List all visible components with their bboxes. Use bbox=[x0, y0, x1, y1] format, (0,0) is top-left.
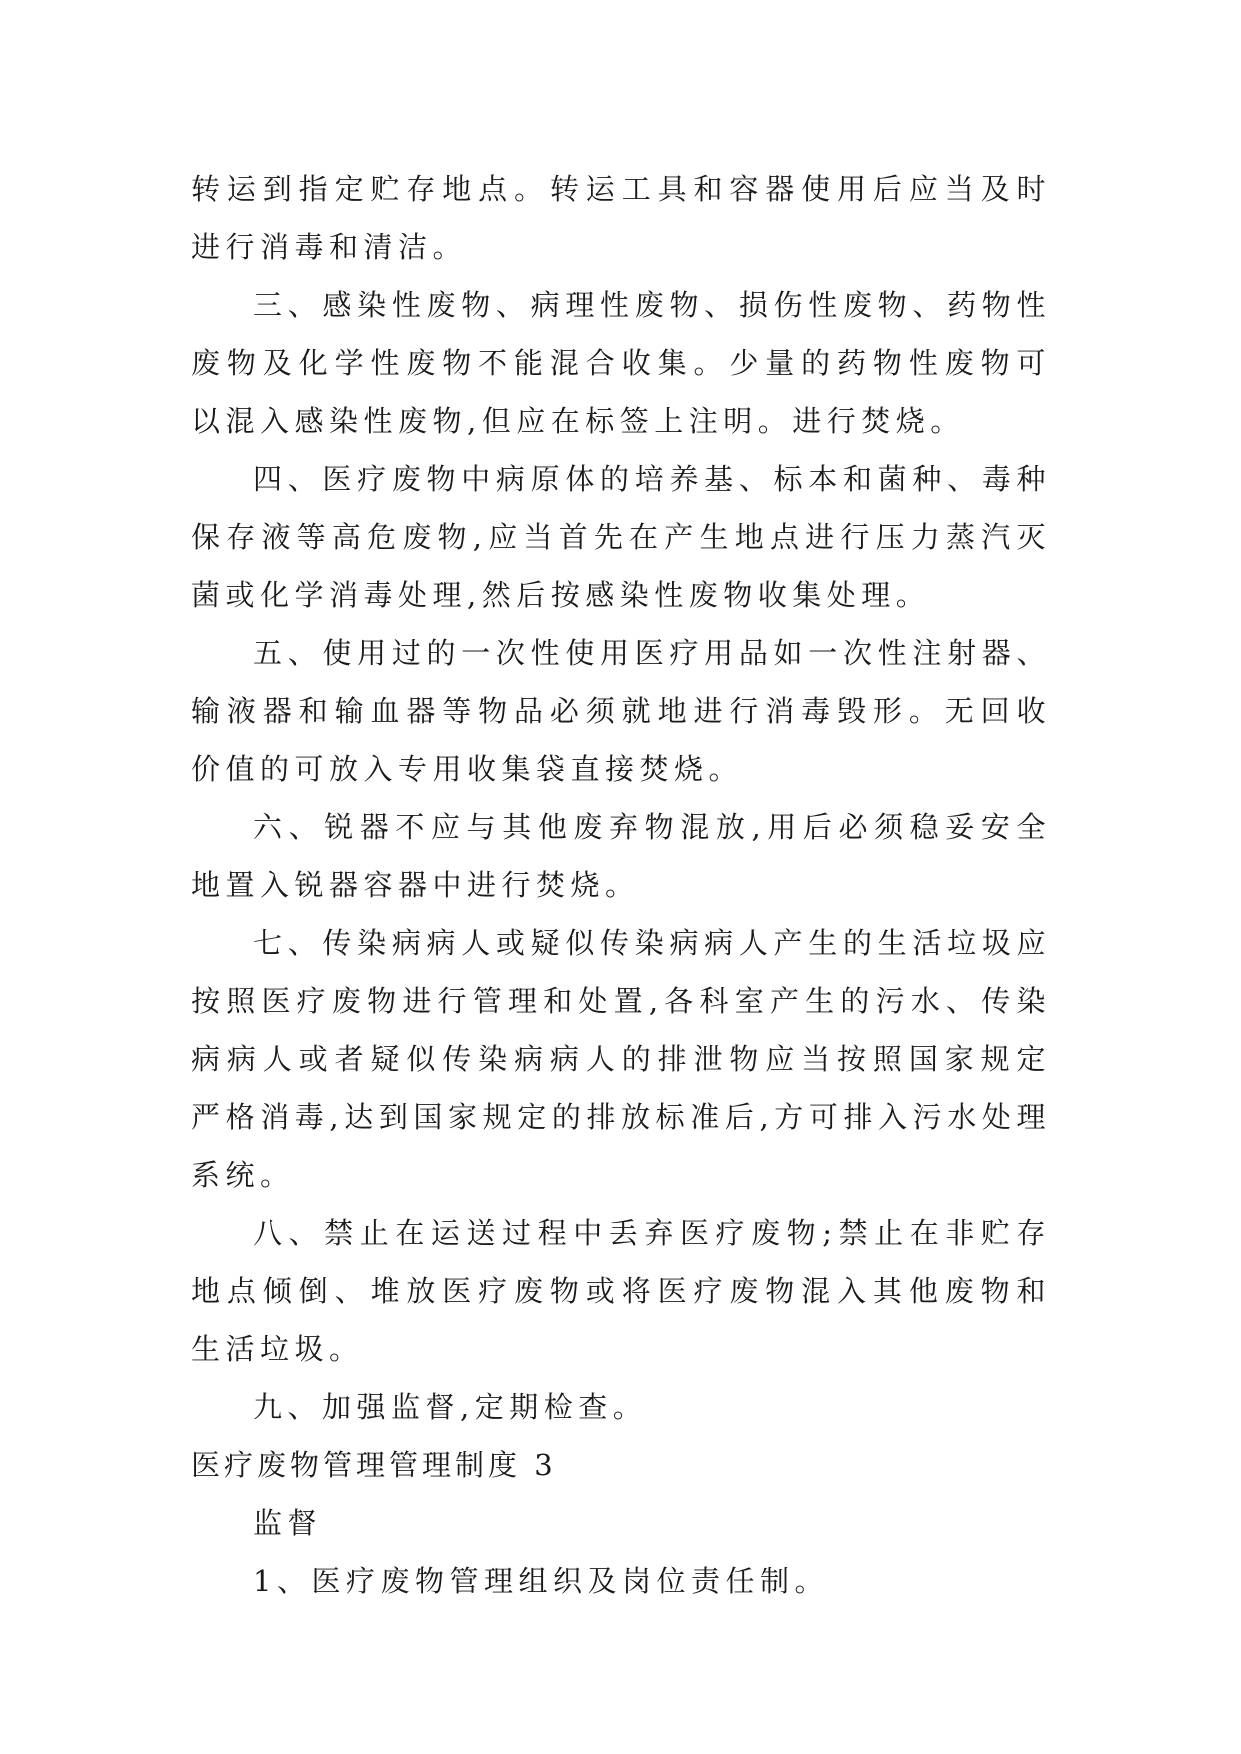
paragraph-item-5: 五、使用过的一次性使用医疗用品如一次性注射器、输液器和输血器等物品必须就地进行消毒毁形。无回收价值的可放入专用收集袋直接焚烧。 bbox=[191, 636, 1051, 786]
paragraph-item-3: 三、感染性废物、病理性废物、损伤性废物、药物性废物及化学性废物不能混合收集。少量的药物性废物可以混入感染性废物,但应在标签上注明。进行焚烧。 bbox=[191, 288, 1051, 438]
paragraph-transport-continued: 转运到指定贮存地点。转运工具和容器使用后应当及时进行消毒和清洁。 bbox=[191, 172, 1051, 264]
paragraph-item-8: 八、禁止在运送过程中丢弃医疗废物;禁止在非贮存地点倾倒、堆放医疗废物或将医疗废物混入其他废物和生活垃圾。 bbox=[191, 1216, 1051, 1366]
document-body bbox=[191, 160, 1051, 1610]
paragraph-item-4: 四、医疗废物中病原体的培养基、标本和菌种、毒种保存液等高危废物,应当首先在产生地点进行压力蒸汽灭菌或化学消毒处理,然后按感染性废物收集处理。 bbox=[191, 462, 1051, 612]
paragraph-item-7: 七、传染病病人或疑似传染病病人产生的生活垃圾应按照医疗废物进行管理和处置,各科室产生的污水、传染病病人或者疑似传染病病人的排泄物应当按照国家规定严格消毒,达到国家规定的排放标准后,方可排入污水处理系统。 bbox=[191, 926, 1051, 1192]
section-title: 医疗废物管理管理制度 3 bbox=[191, 1448, 557, 1482]
paragraph-item-9: 九、加强监督,定期检查。 bbox=[253, 1390, 648, 1424]
section-item-1: 1、医疗废物管理组织及岗位责任制。 bbox=[253, 1564, 829, 1598]
paragraph-item-6: 六、锐器不应与其他废弃物混放,用后必须稳妥安全地置入锐器容器中进行焚烧。 bbox=[191, 810, 1051, 902]
section-subheading: 监督 bbox=[253, 1506, 323, 1540]
